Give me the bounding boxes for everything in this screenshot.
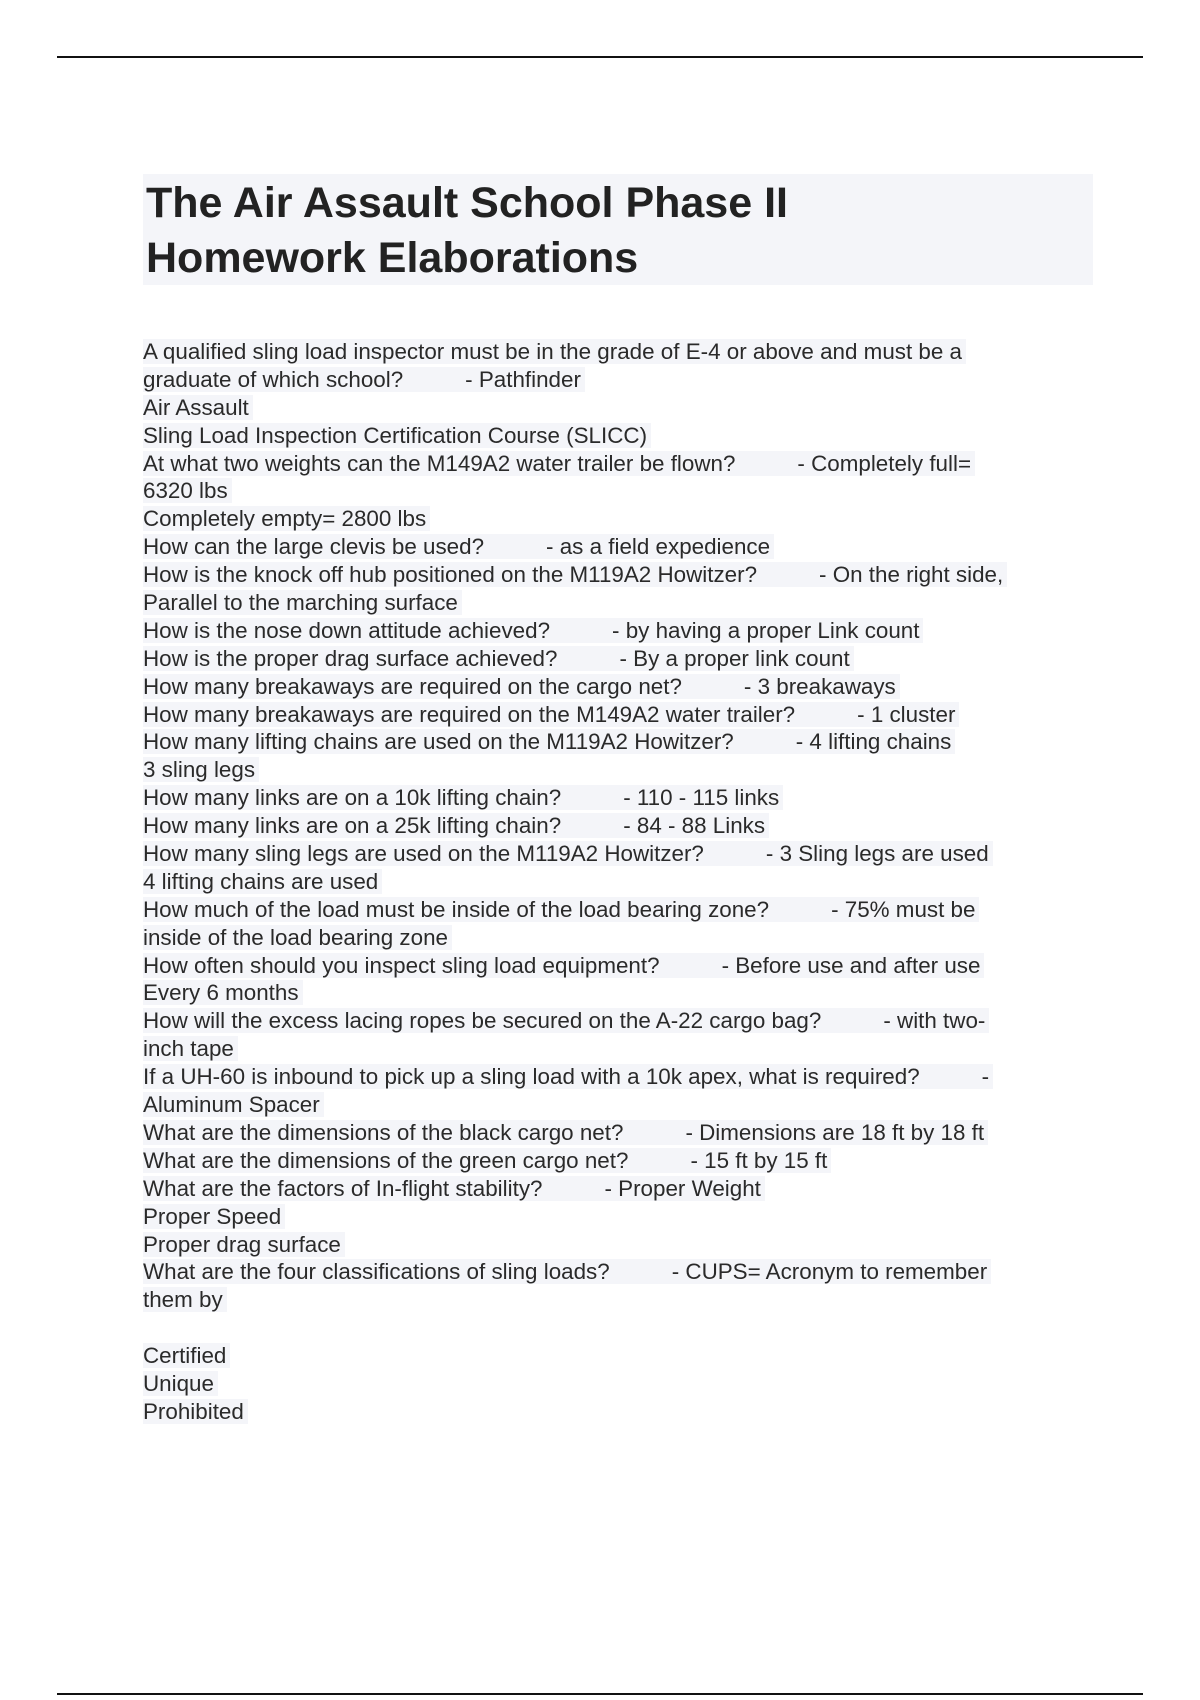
text-line bbox=[143, 617, 1103, 645]
text-line bbox=[143, 1119, 1103, 1147]
blank-line bbox=[143, 1314, 1103, 1342]
question-text: 3 sling legs bbox=[143, 757, 256, 783]
text-line bbox=[143, 784, 1103, 812]
line-highlight bbox=[143, 1259, 991, 1284]
line-highlight bbox=[143, 869, 382, 894]
question-text: What are the dimensions of the black cargo net? bbox=[143, 1119, 624, 1145]
line-highlight bbox=[143, 953, 984, 978]
line-highlight bbox=[143, 925, 452, 950]
text-line bbox=[143, 561, 1103, 589]
question-text: At what two weights can the M149A2 water trailer be flown? bbox=[143, 450, 736, 476]
line-highlight bbox=[143, 478, 232, 503]
question-text: How many links are on a 25k lifting chain? bbox=[143, 813, 562, 839]
question-text: How will the excess lacing ropes be secured on the A-22 cargo bag? bbox=[143, 1008, 822, 1034]
question-text: How is the proper drag surface achieved? bbox=[143, 645, 558, 671]
answer-text: - 75% must be bbox=[831, 896, 976, 922]
text-line bbox=[143, 701, 1103, 729]
answer-text: - by having a proper Link count bbox=[612, 617, 920, 643]
text-line bbox=[143, 868, 1103, 896]
document-title-line: The Air Assault School Phase II bbox=[146, 179, 788, 227]
line-highlight bbox=[143, 339, 966, 364]
text-line bbox=[143, 1398, 1103, 1426]
document-title bbox=[143, 174, 1093, 286]
answer-text: - By a proper link count bbox=[619, 645, 850, 671]
question-text: Proper Speed bbox=[143, 1203, 282, 1229]
answer-text: - Before use and after use bbox=[721, 952, 981, 978]
line-highlight bbox=[143, 506, 430, 531]
question-text: What are the dimensions of the green cargo net? bbox=[143, 1147, 629, 1173]
text-line bbox=[143, 477, 1103, 505]
question-text: Parallel to the marching surface bbox=[143, 590, 458, 616]
line-highlight bbox=[143, 562, 1007, 587]
question-text: Aluminum Spacer bbox=[143, 1092, 320, 1118]
question-text: inch tape bbox=[143, 1036, 234, 1062]
text-line bbox=[143, 1147, 1103, 1175]
answer-text: - Proper Weight bbox=[604, 1175, 761, 1201]
line-highlight bbox=[143, 729, 955, 754]
line-highlight bbox=[143, 980, 303, 1005]
text-line bbox=[143, 533, 1103, 561]
answer-text: - 3 breakaways bbox=[743, 673, 896, 699]
text-line bbox=[143, 505, 1103, 533]
line-highlight bbox=[143, 451, 975, 476]
answer-text: - as a field expedience bbox=[546, 534, 771, 560]
text-line bbox=[143, 1007, 1103, 1035]
text-line bbox=[143, 1035, 1103, 1063]
line-highlight bbox=[143, 1148, 831, 1173]
document-title-line: Homework Elaborations bbox=[146, 234, 639, 282]
line-highlight bbox=[143, 1092, 324, 1117]
line-highlight bbox=[143, 618, 923, 643]
text-line bbox=[143, 896, 1103, 924]
question-text: How can the large clevis be used? bbox=[143, 534, 485, 560]
line-highlight bbox=[143, 1064, 993, 1089]
line-highlight bbox=[143, 1343, 230, 1368]
question-text: them by bbox=[143, 1287, 223, 1313]
line-highlight bbox=[143, 785, 783, 810]
text-line bbox=[143, 979, 1103, 1007]
answer-text: - CUPS= Acronym to remember bbox=[671, 1259, 988, 1285]
line-highlight bbox=[143, 1204, 285, 1229]
text-line bbox=[143, 645, 1103, 673]
title-block bbox=[143, 174, 1093, 285]
question-text: Every 6 months bbox=[143, 980, 299, 1006]
answer-text: - 3 Sling legs are used bbox=[765, 841, 989, 867]
question-text: What are the four classifications of sling loads? bbox=[143, 1259, 610, 1285]
text-line bbox=[143, 1175, 1103, 1203]
text-line bbox=[143, 840, 1103, 868]
answer-text: - Pathfinder bbox=[465, 366, 581, 392]
top-rule bbox=[57, 56, 1143, 58]
line-highlight bbox=[143, 897, 979, 922]
bottom-rule bbox=[57, 1693, 1143, 1695]
line-highlight bbox=[143, 1287, 227, 1312]
line-highlight bbox=[143, 534, 774, 559]
text-line bbox=[143, 589, 1103, 617]
answer-text: - 1 cluster bbox=[857, 701, 956, 727]
line-highlight bbox=[143, 1120, 988, 1145]
line-highlight bbox=[143, 646, 854, 671]
question-text: How many breakaways are required on the M149A2 water trailer? bbox=[143, 701, 796, 727]
text-line bbox=[143, 338, 1103, 366]
question-text: How much of the load must be inside of the load bearing zone? bbox=[143, 896, 770, 922]
line-highlight bbox=[143, 702, 959, 727]
line-highlight bbox=[143, 423, 651, 448]
text-line bbox=[143, 1258, 1103, 1286]
question-text: Unique bbox=[143, 1370, 214, 1396]
line-highlight bbox=[143, 1008, 989, 1033]
text-line bbox=[143, 1091, 1103, 1119]
question-text: Sling Load Inspection Certification Course (SLICC) bbox=[143, 422, 648, 448]
text-line bbox=[143, 1203, 1103, 1231]
text-line bbox=[143, 1286, 1103, 1314]
line-highlight bbox=[143, 1036, 238, 1061]
text-line bbox=[143, 1342, 1103, 1370]
question-text: Certified bbox=[143, 1343, 227, 1369]
question-text: 4 lifting chains are used bbox=[143, 868, 379, 894]
question-text: graduate of which school? bbox=[143, 366, 404, 392]
question-text: Proper drag surface bbox=[143, 1231, 341, 1257]
answer-text: - with two- bbox=[883, 1008, 986, 1034]
text-line bbox=[143, 1063, 1103, 1091]
text-line bbox=[143, 1370, 1103, 1398]
question-text: How many links are on a 10k lifting chain? bbox=[143, 785, 562, 811]
answer-text: - 4 lifting chains bbox=[795, 729, 952, 755]
question-text: If a UH-60 is inbound to pick up a sling load with a 10k apex, what is required? bbox=[143, 1064, 920, 1090]
question-text: 6320 lbs bbox=[143, 478, 228, 504]
line-highlight bbox=[143, 1176, 765, 1201]
question-text: inside of the load bearing zone bbox=[143, 924, 448, 950]
text-line bbox=[143, 812, 1103, 840]
text-line bbox=[143, 728, 1103, 756]
text-line bbox=[143, 756, 1103, 784]
question-text: A qualified sling load inspector must be in the grade of E-4 or above and must be a bbox=[143, 339, 963, 364]
question-text: What are the factors of In-flight stability? bbox=[143, 1175, 543, 1201]
answer-text: - 110 - 115 links bbox=[623, 785, 780, 811]
text-line bbox=[143, 673, 1103, 701]
line-highlight bbox=[143, 395, 253, 420]
text-line bbox=[143, 1231, 1103, 1259]
line-highlight bbox=[143, 841, 993, 866]
answer-text: - Dimensions are 18 ft by 18 ft bbox=[685, 1119, 985, 1145]
answer-text: - 15 ft by 15 ft bbox=[690, 1147, 828, 1173]
line-highlight bbox=[143, 590, 462, 615]
line-highlight bbox=[143, 813, 769, 838]
line-highlight bbox=[143, 1399, 248, 1424]
line-highlight bbox=[143, 1371, 218, 1396]
question-text: How many breakaways are required on the cargo net? bbox=[143, 673, 682, 699]
question-text: Air Assault bbox=[143, 394, 249, 420]
text-line bbox=[143, 394, 1103, 422]
question-text: How many lifting chains are used on the M119A2 Howitzer? bbox=[143, 729, 734, 755]
question-text: How many sling legs are used on the M119A2 Howitzer? bbox=[143, 841, 704, 867]
text-line bbox=[143, 450, 1103, 478]
answer-text: - 84 - 88 Links bbox=[623, 813, 766, 839]
line-highlight bbox=[143, 757, 259, 782]
answer-text: - bbox=[981, 1064, 990, 1090]
question-answer-list bbox=[143, 338, 1103, 1426]
line-highlight bbox=[143, 1232, 345, 1257]
question-text: How is the nose down attitude achieved? bbox=[143, 617, 551, 643]
answer-text: - Completely full= bbox=[797, 450, 972, 476]
question-text: Completely empty= 2800 lbs bbox=[143, 506, 427, 532]
text-line bbox=[143, 952, 1103, 980]
line-highlight bbox=[143, 367, 585, 392]
text-line bbox=[143, 366, 1103, 394]
question-text: How often should you inspect sling load equipment? bbox=[143, 952, 660, 978]
text-line bbox=[143, 422, 1103, 450]
question-text: Prohibited bbox=[143, 1398, 244, 1424]
answer-text: - On the right side, bbox=[819, 562, 1004, 588]
question-text: How is the knock off hub positioned on the M119A2 Howitzer? bbox=[143, 562, 758, 588]
text-line bbox=[143, 924, 1103, 952]
line-highlight bbox=[143, 674, 900, 699]
